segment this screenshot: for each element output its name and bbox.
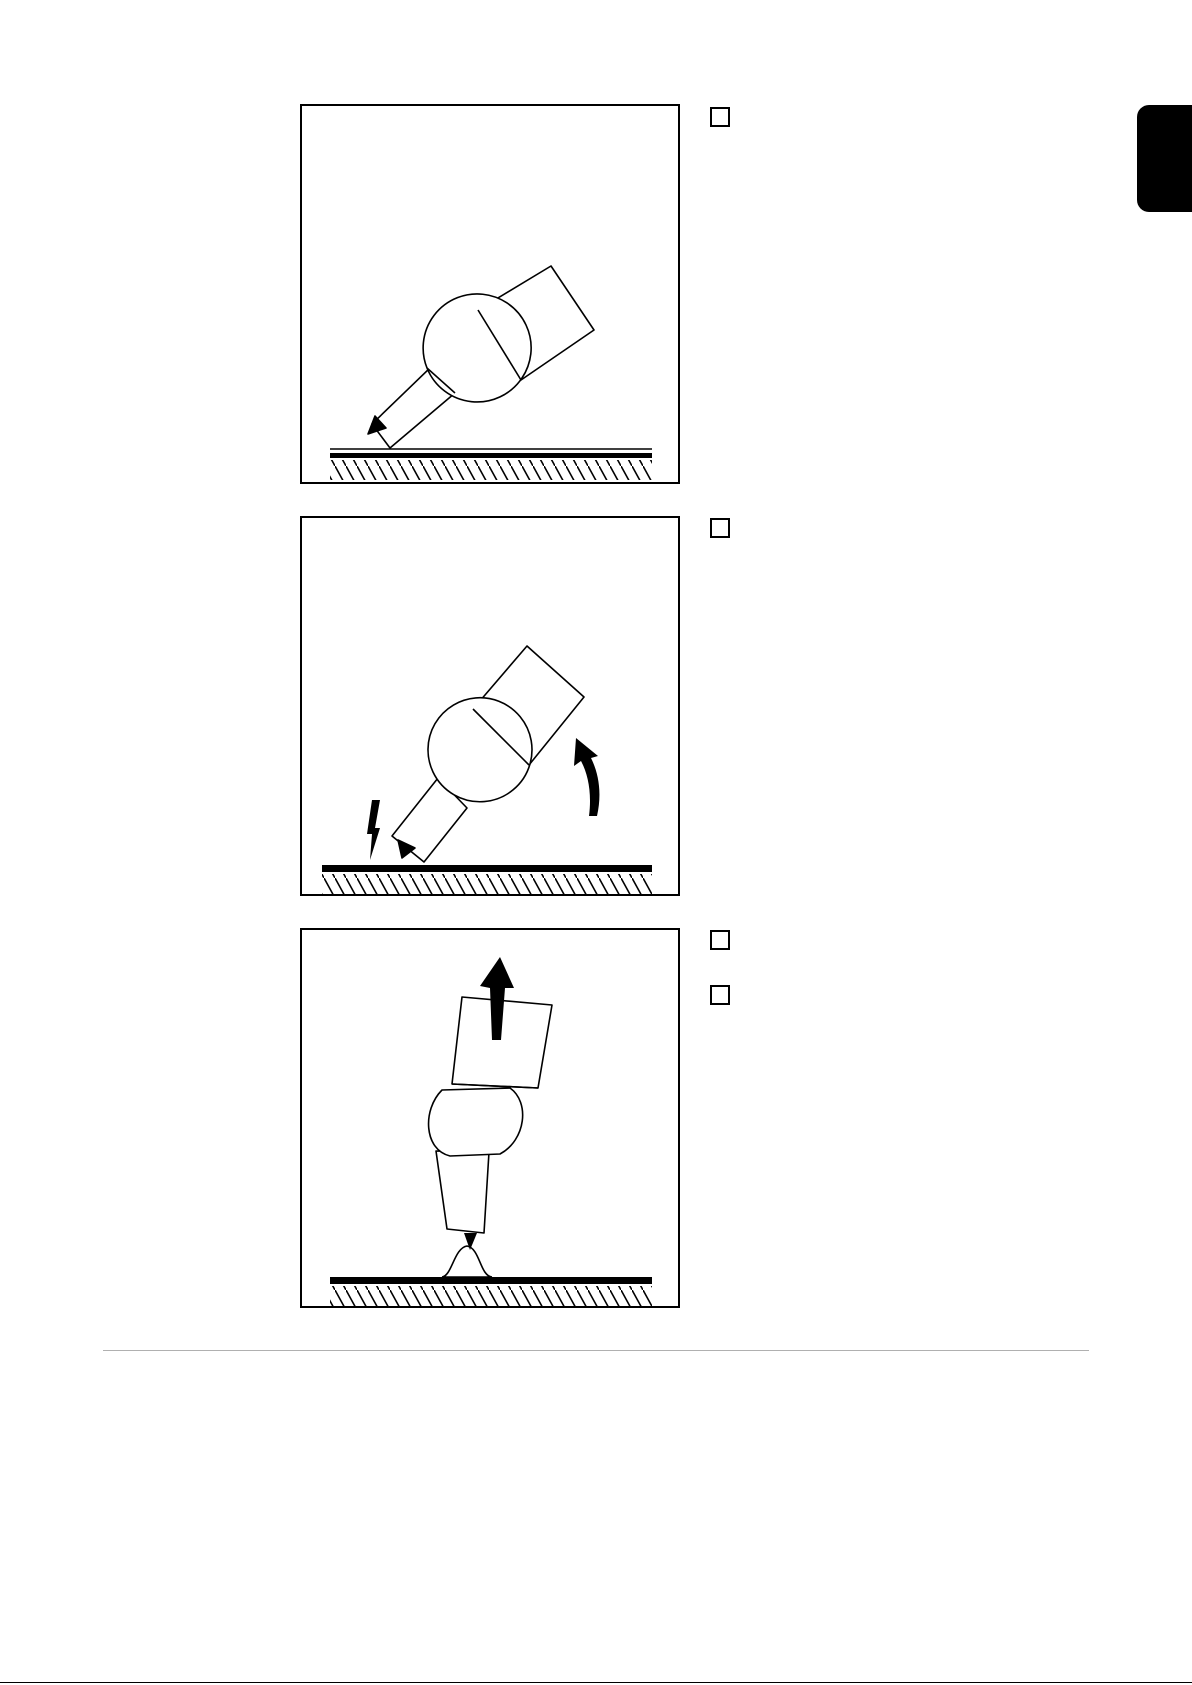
figure-arc-ignition: [300, 516, 680, 896]
step-4-checkbox[interactable]: [710, 985, 730, 1005]
workpiece: [322, 865, 652, 894]
arc-ignition-illustration: [302, 518, 678, 894]
tilt-arrow-icon: [574, 738, 599, 816]
workpiece: [330, 449, 652, 480]
lightning-icon: [367, 800, 380, 860]
torch-lift-illustration: [302, 930, 678, 1306]
figure-torch-placement: [300, 104, 680, 484]
weld-bead: [442, 1246, 492, 1277]
step-3-checkbox[interactable]: [710, 930, 730, 950]
welding-torch: [368, 266, 594, 448]
welding-torch: [429, 997, 552, 1233]
step-1-checkbox[interactable]: [710, 107, 730, 127]
page-footer-rule: [0, 1682, 1192, 1683]
figure-torch-lift: [300, 928, 680, 1308]
welding-torch: [392, 646, 584, 862]
section-divider: [103, 1350, 1089, 1351]
torch-placement-illustration: [302, 106, 678, 482]
language-side-tab: [1137, 105, 1192, 212]
step-2-checkbox[interactable]: [710, 518, 730, 538]
workpiece: [330, 1277, 652, 1306]
